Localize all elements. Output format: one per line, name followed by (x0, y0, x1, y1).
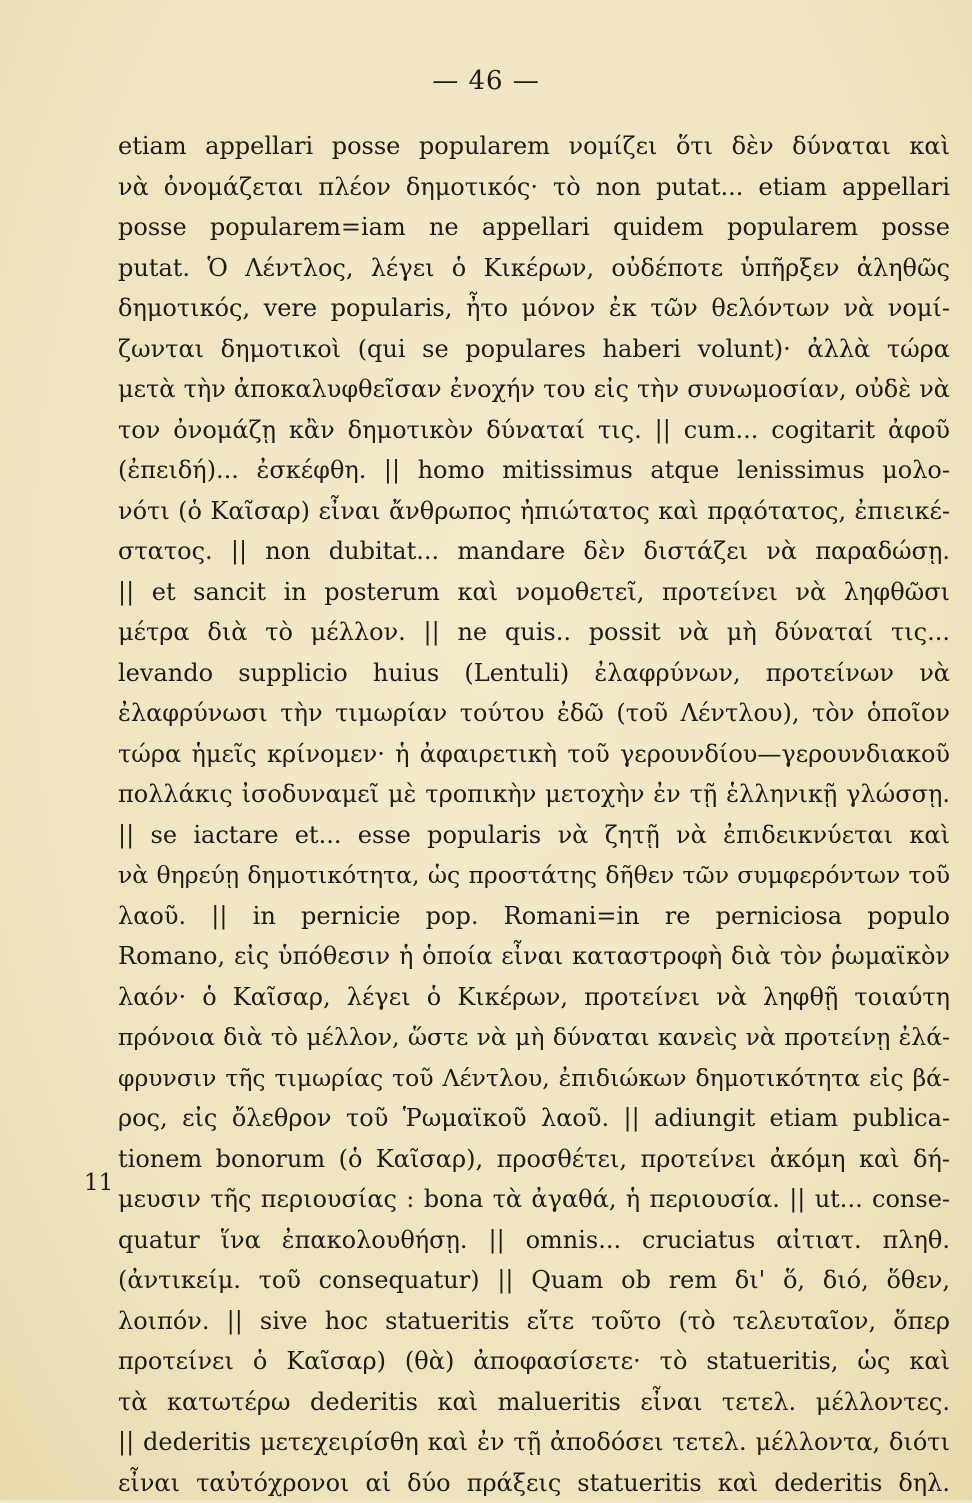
text-line: νὰ ὀνομάζεται πλέον δημοτικός· τὸ non putat... etiam appellari (118, 167, 950, 208)
text-line: ἐλαφρύνωσι τὴν τιμωρίαν τούτου ἐδῶ (τοῦ Λέντλου), τὸν ὁποῖον (118, 693, 950, 734)
text-line: || et sancit in posterum καὶ νομοθετεῖ, προτείνει νὰ ληφθῶσι (118, 572, 950, 613)
text-line: μέτρα διὰ τὸ μέλλον. || ne quis.. possit νὰ μὴ δύναταί τις... (118, 612, 950, 653)
text-line: etiam appellari posse popularem νομίζει ὅτι δὲν δύναται καὶ (118, 126, 950, 167)
text-line: νὰ θηρεύῃ δημοτικότητα, ὡς προστάτης δῆθεν τῶν συμφερόντων τοῦ (118, 855, 950, 896)
text-line: στατος. || non dubitat... mandare δὲν διστάζει νὰ παραδώσῃ. (118, 531, 950, 572)
text-line: ρος, εἰς ὄλεθρον τοῦ Ῥωμαϊκοῦ λαοῦ. || adiungit etiam publica- (118, 1098, 950, 1139)
text-line: (ἐπειδή)... ἐσκέφθη. || homo mitissimus atque lenissimus μολο- (118, 450, 950, 491)
text-line: || se iactare et... esse popularis νὰ ζητῇ νὰ ἐπιδεικνύεται καὶ (118, 815, 950, 856)
text-line: levando supplicio huius (Lentuli) ἐλαφρύνων, προτείνων νὰ (118, 653, 950, 694)
text-line: τὰ κατωτέρω dederitis καὶ malueritis εἶναι τετελ. μέλλοντες. (118, 1382, 950, 1423)
text-line: λαόν· ὁ Καῖσαρ, λέγει ὁ Κικέρων, προτείνει νὰ ληφθῇ τοιαύτη (118, 977, 950, 1018)
text-line: εἶναι ταὐτόχρονοι αἱ δύο πράξεις statueritis καὶ dederitis δηλ. (118, 1463, 950, 1503)
text-line: quatur ἵνα ἐπακολουθήσῃ. || omnis... cruciatus αἰτιατ. πληθ. (118, 1220, 950, 1261)
text-line: τον ὀνομάζῃ κἂν δημοτικὸν δύναταί τις. || cum... cogitarit ἀφοῦ (118, 410, 950, 451)
text-line: λαοῦ. || in pernicie pop. Romani=in re perniciosa populo (118, 896, 950, 937)
text-line: μευσιν τῆς περιουσίας : bona τὰ ἀγαθά, ἡ περιουσία. || ut... conse- (118, 1179, 950, 1220)
text-line: ζωνται δημοτικοὶ (qui se populares haberi volunt)· ἀλλὰ τώρα (118, 329, 950, 370)
text-line: πρόνοια διὰ τὸ μέλλον, ὥστε νὰ μὴ δύναται κανεὶς νὰ προτείνῃ ἐλά- (118, 1017, 950, 1058)
text-line: νότι (ὁ Καῖσαρ) εἶναι ἄνθρωπος ἠπιώτατος καὶ πρᾳότατος, ἐπιεικέ- (118, 491, 950, 532)
margin-line-number: 11 (84, 1170, 113, 1196)
text-line: τώρα ἡμεῖς κρίνομεν· ἡ ἀφαιρετικὴ τοῦ γερουνδίου—γερουνδιακοῦ (118, 734, 950, 775)
text-line: putat. Ὁ Λέντλος, λέγει ὁ Κικέρων, οὐδέποτε ὑπῆρξεν ἀληθῶς (118, 248, 950, 289)
text-line: posse popularem=iam ne appellari quidem popularem posse (118, 207, 950, 248)
text-line: (ἀντικείμ. τοῦ consequatur) || Quam ob rem δι' ὅ, διό, ὅθεν, (118, 1260, 950, 1301)
text-line: tionem bonorum (ὁ Καῖσαρ), προσθέτει, προτείνει ἀκόμη καὶ δή- (118, 1139, 950, 1180)
text-line: προτείνει ὁ Καῖσαρ) (θὰ) ἀποφασίσετε· τὸ statueritis, ὡς καὶ (118, 1341, 950, 1382)
text-line: πολλάκις ἰσοδυναμεῖ μὲ τροπικὴν μετοχὴν ἐν τῇ ἑλληνικῇ γλώσσῃ. (118, 774, 950, 815)
text-line: δημοτικός, vere popularis, ἦτο μόνον ἐκ τῶν θελόντων νὰ νομί- (118, 288, 950, 329)
text-line: || dederitis μετεχειρίσθη καὶ ἐν τῇ ἀποδόσει τετελ. μέλλοντα, διότι (118, 1422, 950, 1463)
text-line: Romano, εἰς ὑπόθεσιν ἡ ὁποία εἶναι καταστροφὴ διὰ τὸν ῥωμαϊκὸν (118, 936, 950, 977)
text-line: λοιπόν. || sive hoc statueritis εἴτε τοῦτο (τὸ τελευταῖον, ὅπερ (118, 1301, 950, 1342)
text-line: μετὰ τὴν ἀποκαλυφθεῖσαν ἐνοχήν του εἰς τὴν συνωμοσίαν, οὐδὲ νὰ (118, 369, 950, 410)
text-line: φρυνσιν τῆς τιμωρίας τοῦ Λέντλου, ἐπιδιώκων δημοτικότητα εἰς βά- (118, 1058, 950, 1099)
commentary-text (118, 126, 950, 1503)
page-number: — 46 — (0, 66, 972, 96)
